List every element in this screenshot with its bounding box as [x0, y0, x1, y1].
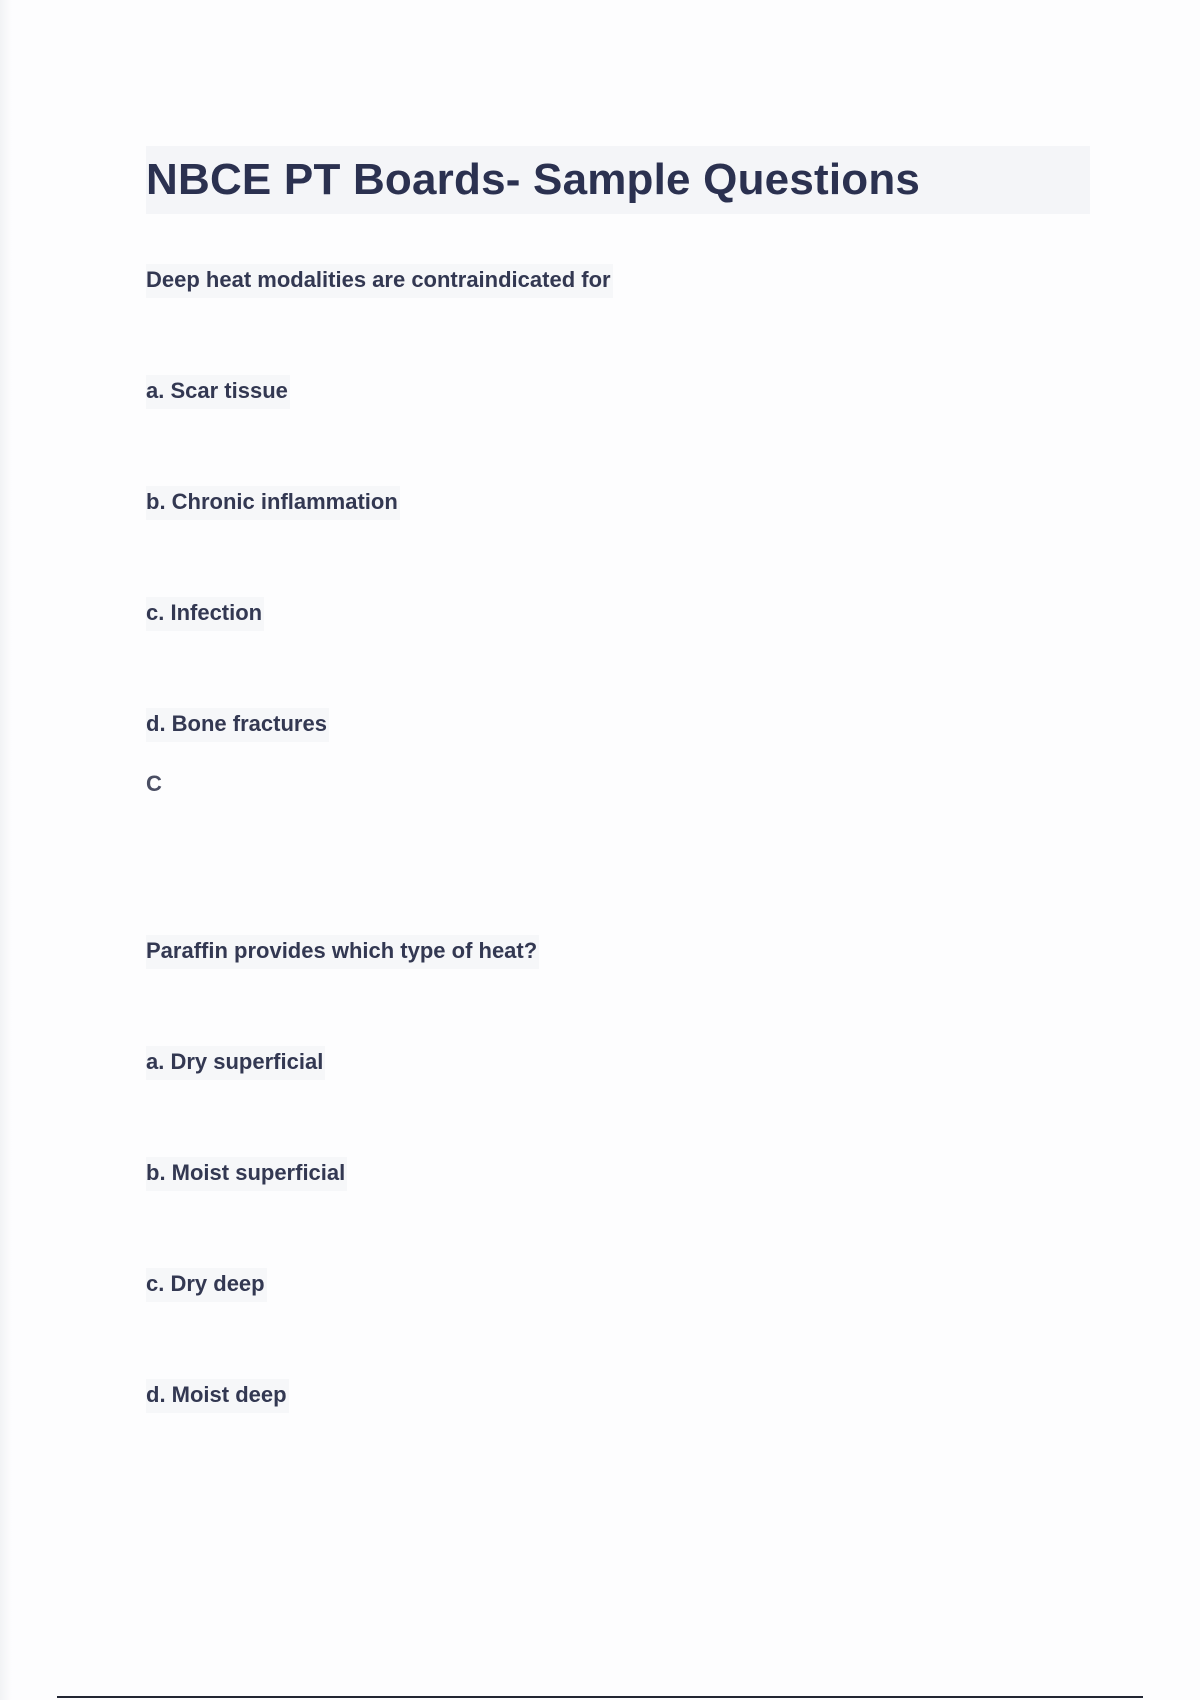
footer-divider	[57, 1696, 1143, 1698]
page-title: NBCE PT Boards- Sample Questions	[146, 155, 921, 204]
question-1-option-d: d. Bone fractures	[146, 708, 329, 742]
question-2-option-a: a. Dry superficial	[146, 1046, 325, 1080]
question-1-option-c: c. Infection	[146, 597, 264, 631]
question-1-option-b: b. Chronic inflammation	[146, 486, 400, 520]
question-1-answer: C	[146, 771, 162, 796]
page-edge-shadow	[0, 0, 12, 1700]
question-1-prompt: Deep heat modalities are contraindicated for	[146, 264, 613, 298]
question-2-prompt: Paraffin provides which type of heat?	[146, 935, 539, 969]
question-2-option-d: d. Moist deep	[146, 1379, 289, 1413]
question-1-option-a: a. Scar tissue	[146, 375, 290, 409]
question-2-option-b: b. Moist superficial	[146, 1157, 347, 1191]
question-2-option-c: c. Dry deep	[146, 1268, 267, 1302]
